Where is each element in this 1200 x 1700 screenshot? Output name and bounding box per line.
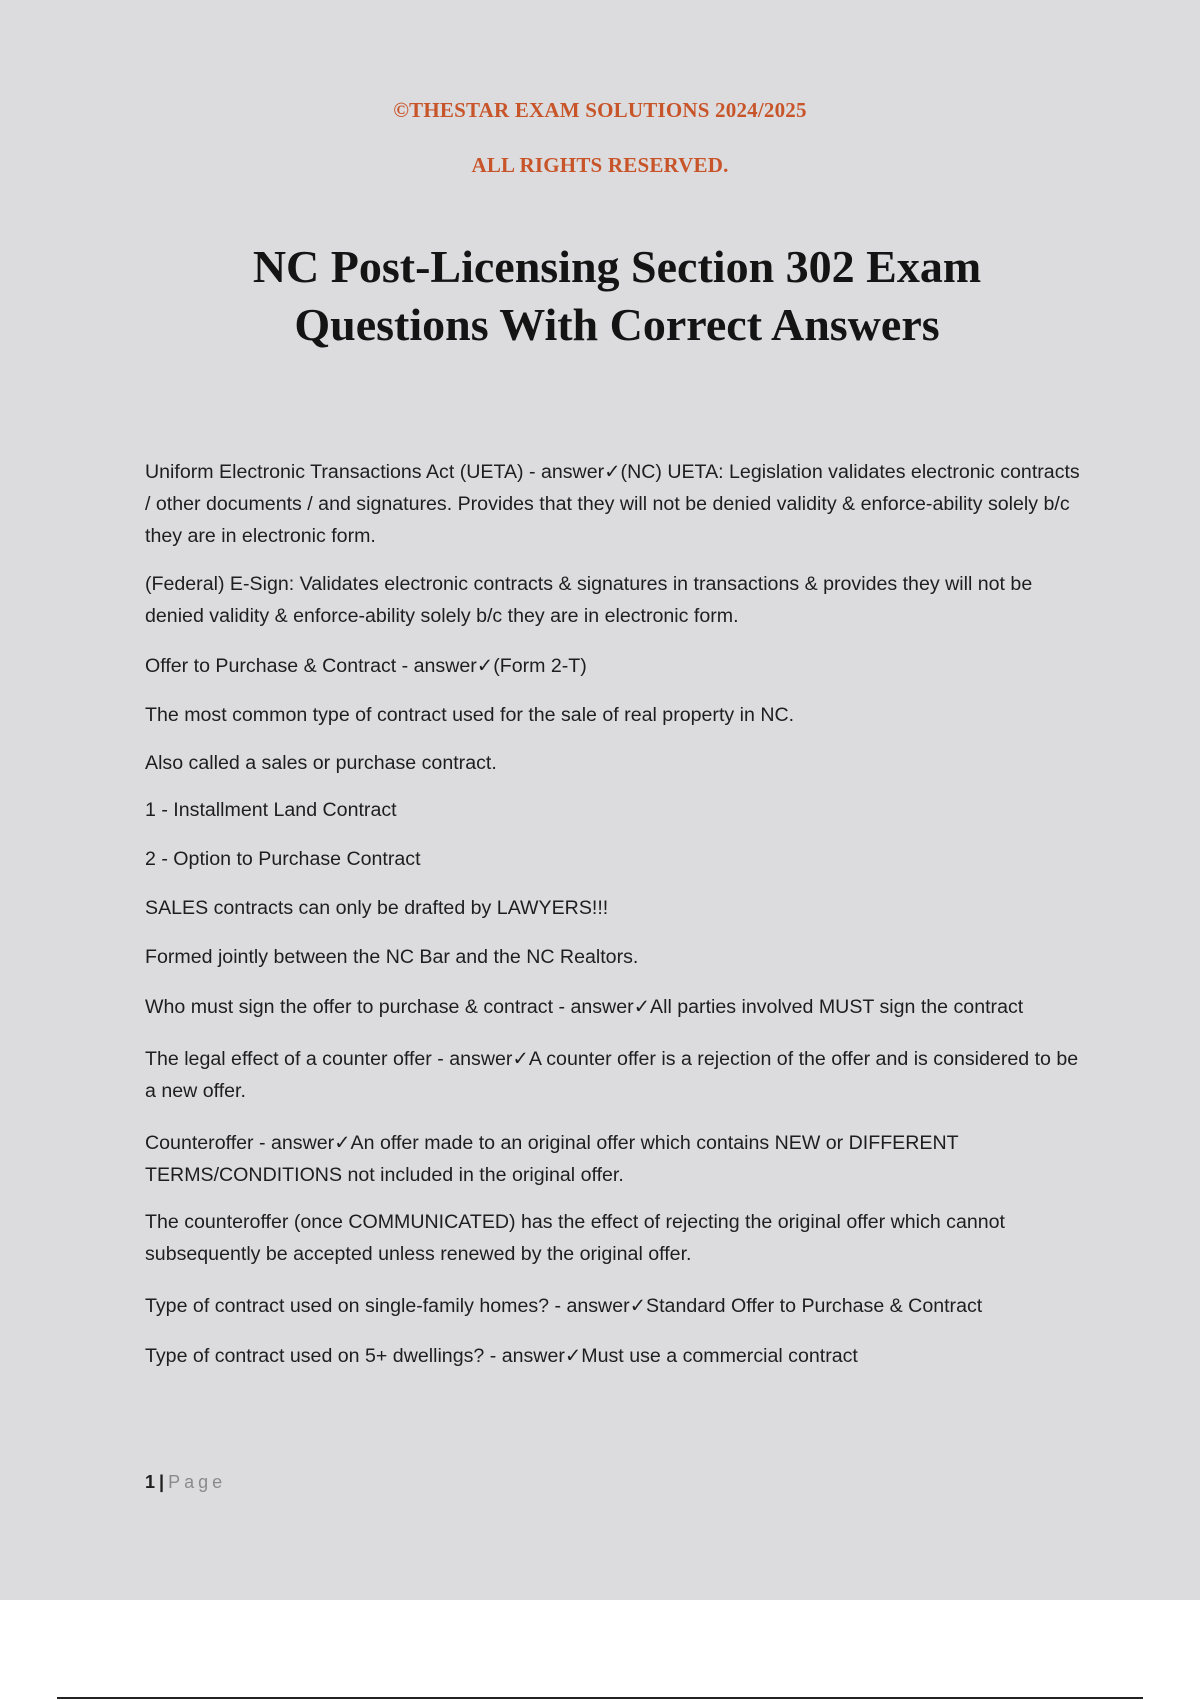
paragraph: Uniform Electronic Transactions Act (UETA) - answer✓(NC) UETA: Legislation validates electronic contracts / other documents / and signatures. Provides that they will not be denied validity & enforce-ability solely b/c they are in electronic form. — [145, 461, 1080, 547]
paragraph: Offer to Purchase & Contract - answer✓(Form 2-T) — [145, 655, 587, 677]
page-label: Page — [168, 1472, 227, 1492]
paragraph: 2 - Option to Purchase Contract — [145, 848, 421, 870]
paragraph: 1 - Installment Land Contract — [145, 799, 397, 821]
page-number: 1 — [145, 1472, 156, 1492]
paragraph: Formed jointly between the NC Bar and the NC Realtors. — [145, 946, 639, 968]
page-footer — [145, 1472, 226, 1493]
paragraph: SALES contracts can only be drafted by LAWYERS!!! — [145, 897, 609, 919]
bottom-divider — [57, 1697, 1143, 1699]
copyright-header: ©THESTAR EXAM SOLUTIONS 2024/2025 — [393, 98, 807, 122]
paragraph: The most common type of contract used for the sale of real property in NC. — [145, 704, 795, 726]
paragraph: Type of contract used on 5+ dwellings? - answer✓Must use a commercial contract — [145, 1345, 858, 1367]
document-title-line-1: NC Post-Licensing Section 302 Exam — [252, 241, 982, 292]
paragraph: Type of contract used on single-family homes? - answer✓Standard Offer to Purchase & Contract — [145, 1295, 983, 1317]
paragraph: Also called a sales or purchase contract. — [145, 752, 497, 774]
paragraph: Who must sign the offer to purchase & contract - answer✓All parties involved MUST sign the contract — [145, 996, 1024, 1018]
document-body — [145, 456, 1080, 1372]
rights-reserved-header: ALL RIGHTS RESERVED. — [471, 153, 729, 177]
paragraph: The legal effect of a counter offer - answer✓A counter offer is a rejection of the offer and is considered to be a new offer. — [145, 1048, 1079, 1102]
document-title — [0, 238, 1200, 354]
paragraph: The counteroffer (once COMMUNICATED) has the effect of rejecting the original offer which cannot subsequently be accepted unless renewed by the original offer. — [145, 1211, 1005, 1265]
document-title-line-2: Questions With Correct Answers — [294, 299, 940, 350]
page-separator: | — [159, 1472, 165, 1492]
paragraph: Counteroffer - answer✓An offer made to an original offer which contains NEW or DIFFERENT TERMS/CONDITIONS not included in the original offer. — [145, 1132, 959, 1186]
paragraph: (Federal) E-Sign: Validates electronic contracts & signatures in transactions & provides they will not be denied validity & enforce-ability solely b/c they are in electronic form. — [145, 573, 1033, 627]
